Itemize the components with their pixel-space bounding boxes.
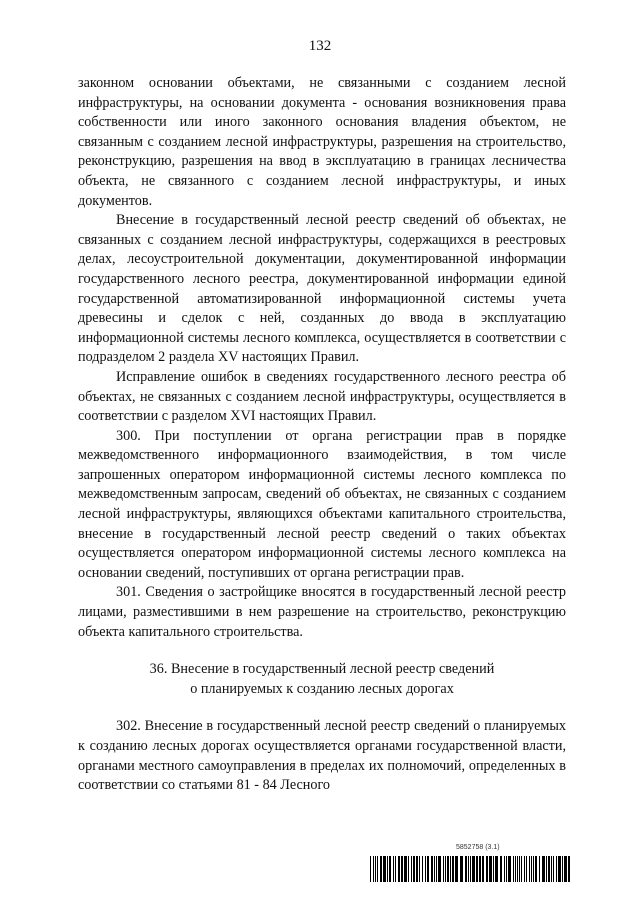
paragraph-continuation: законном основании объектами, не связанными с созданием лесной инфраструктуры, на основании документа - основания возникновения права собственности или иного законного основания владения объектом, не связанным с созданием лесной инфраструктуры, разрешения на строительство, реконструкцию, разрешения на ввод в эксплуатацию в границах лесничества объекта, не связанного с созданием лесной инфраструктуры, и иных документов.	[78, 75, 566, 209]
barcode-block	[370, 844, 570, 882]
section-heading	[78, 660, 566, 699]
section-heading-line1: 36. Внесение в государственный лесной реестр сведений	[149, 661, 495, 678]
paragraph-302: 302. Внесение в государственный лесной реестр сведений о планируемых к созданию лесных дорогах осуществляется органами государственной власти, органами местного самоуправления в пределах их полномочий, определенных в соответствии со статьями 81 - 84 Лесного	[78, 718, 566, 794]
page-number: 132	[308, 38, 332, 54]
document-body	[78, 74, 566, 796]
section-heading-line2: о планируемых к созданию лесных дорогах	[190, 680, 454, 697]
paragraph-301: 301. Сведения о застройщике вносятся в государственный лесной реестр лицами, разместившими в нем разрешение на строительство, реконструкцию объекта капитального строительства.	[78, 584, 566, 640]
paragraph-registry-objects: Внесение в государственный лесной реестр сведений об объектах, не связанных с созданием лесной инфраструктуры, содержащихся в реестровых делах, лесоустроительной документации, документированной информации государственного лесного реестра, документированной информации единой государственной автоматизированной информационной системы учета древесины и сделок с ней, созданных до ввода в эксплуатацию информационной системы лесного комплекса, осуществляется в соответствии с подразделом 2 раздела XV настоящих Правил.	[78, 212, 566, 366]
barcode-icon	[370, 856, 570, 882]
paragraph-error-correction: Исправление ошибок в сведениях государственного лесного реестра об объектах, не связанных с созданием лесной инфраструктуры, осуществляется в соответствии с разделом XVI настоящих Правил.	[78, 368, 566, 425]
barcode-label: 5852758 (3.1)	[456, 844, 500, 851]
paragraph-300: 300. При поступлении от органа регистрации прав в порядке межведомственного информационного взаимодействия, в том числе запрошенных оператором информационной системы лесного комплекса по межведомственным запросам, сведений об объектах, не связанных с созданием лесной инфраструктуры, являющихся объектами капитального строительства, внесение в государственный лесной реестр сведений о таких объектах осуществляется оператором информационной системы лесного комплекса на основании сведений, поступивших от органа регистрации прав.	[78, 427, 566, 581]
